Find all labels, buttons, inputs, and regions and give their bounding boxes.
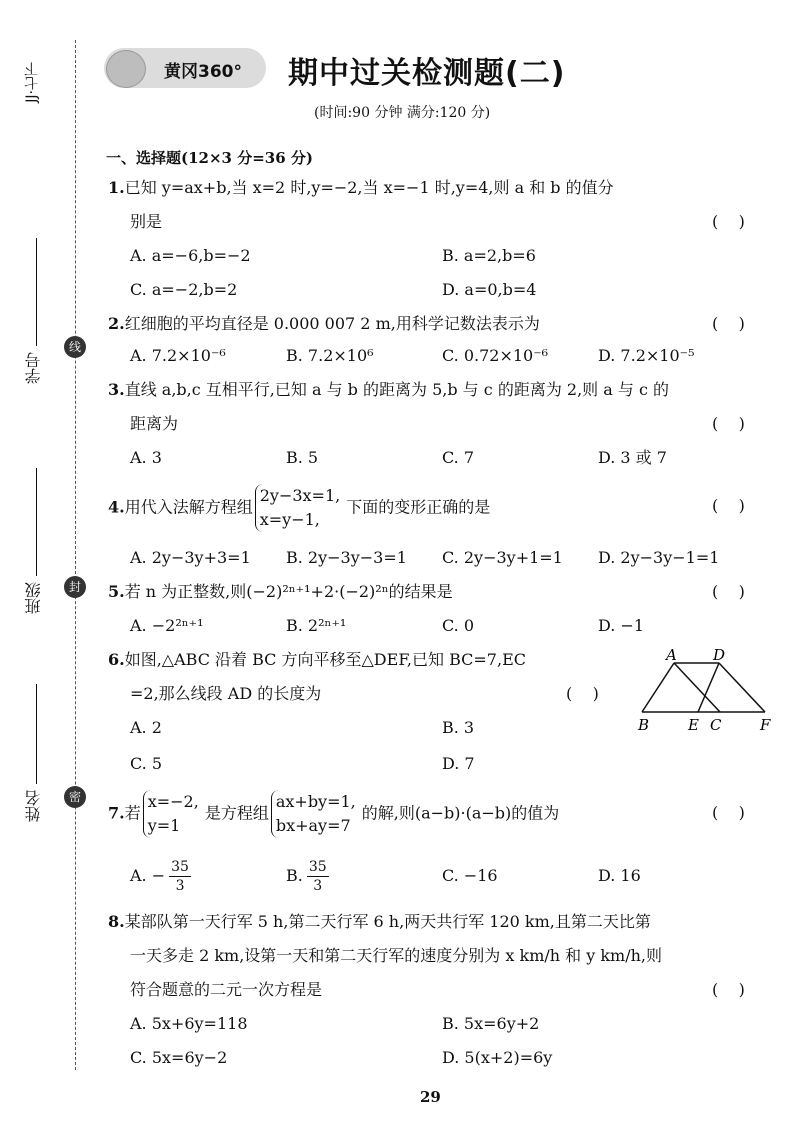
segment-de bbox=[698, 663, 719, 712]
q2-option-a: A. 7.2×10⁻⁶ bbox=[130, 346, 226, 365]
question-6: 6.如图,△ABC 沿着 BC 方向平移至△DEF,已知 BC=7,EC bbox=[108, 650, 526, 669]
brand-badge bbox=[104, 48, 266, 88]
q6-option-d: D. 7 bbox=[442, 754, 475, 773]
answer-blank-7[interactable]: ( ) bbox=[712, 803, 745, 822]
class-label: 班级 bbox=[24, 582, 43, 614]
q6-option-a: A. 2 bbox=[130, 718, 162, 737]
equation-system-q7: ax+by=1, bx+ay=7 bbox=[271, 790, 360, 838]
answer-blank-2[interactable]: ( ) bbox=[712, 314, 745, 333]
class-blank[interactable] bbox=[36, 468, 37, 576]
answer-blank-3[interactable]: ( ) bbox=[712, 414, 745, 433]
question-1-line2: 别是 bbox=[130, 212, 163, 231]
translation-figure bbox=[630, 640, 780, 740]
question-8-line3: 符合题意的二元一次方程是 bbox=[130, 980, 323, 999]
question-8: 8.某部队第一天行军 5 h,第二天行军 6 h,两天共行军 120 km,且第二天比第 bbox=[108, 912, 651, 931]
exam-info: (时间:90 分钟 满分:120 分) bbox=[314, 105, 491, 121]
label-b: B bbox=[638, 716, 650, 734]
q8-option-c: C. 5x=6y−2 bbox=[130, 1048, 228, 1067]
q6-option-c: C. 5 bbox=[130, 754, 163, 773]
q5-option-c: C. 0 bbox=[442, 616, 475, 635]
label-d: D bbox=[713, 646, 726, 664]
segment-ac bbox=[674, 663, 720, 712]
q8-option-d: D. 5(x+2)=6y bbox=[442, 1048, 553, 1067]
q3-option-b: B. 5 bbox=[286, 448, 319, 467]
seal-badge-close: 密 bbox=[64, 786, 86, 808]
question-6-line2: =2,那么线段 AD 的长度为 bbox=[130, 684, 322, 703]
student-name-blank[interactable] bbox=[36, 684, 37, 784]
answer-blank-4[interactable]: ( ) bbox=[712, 496, 745, 515]
question-5: 5.若 n 为正整数,则(−2)²ⁿ⁺¹+2·(−2)²ⁿ的结果是 bbox=[108, 582, 453, 601]
answer-blank-1[interactable]: ( ) bbox=[712, 212, 745, 231]
question-7: 7.若 x=−2, y=1 是方程组 ax+by=1, bx+ay=7 的解,则(a−b)·(a−b)的值为 bbox=[108, 790, 559, 838]
q4-option-a: A. 2y−3y+3=1 bbox=[130, 548, 251, 567]
student-id-label: 学号 bbox=[24, 352, 43, 384]
q4-option-c: C. 2y−3y+1=1 bbox=[442, 548, 563, 567]
question-1: 1.已知 y=ax+b,当 x=2 时,y=−2,当 x=−1 时,y=4,则 a 和 b 的值分 bbox=[108, 178, 614, 197]
question-3-line2: 距离为 bbox=[130, 414, 179, 433]
q7-option-a: A. − $\frac{35}{3}$ bbox=[130, 859, 189, 894]
q5-option-d: D. −1 bbox=[598, 616, 645, 635]
segment-ab bbox=[642, 663, 674, 712]
q2-option-b: B. 7.2×10⁶ bbox=[286, 346, 374, 365]
brand-logo-icon bbox=[106, 50, 146, 88]
series-code: JJ·七下 bbox=[24, 62, 40, 103]
answer-blank-5[interactable]: ( ) bbox=[712, 582, 745, 601]
q8-option-a: A. 5x+6y=118 bbox=[130, 1014, 248, 1033]
question-8-line2: 一天多走 2 km,设第一天和第二天行军的速度分别为 x km/h 和 y km/h,则 bbox=[130, 946, 663, 965]
answer-blank-8[interactable]: ( ) bbox=[712, 980, 745, 999]
q3-option-a: A. 3 bbox=[130, 448, 162, 467]
q7-option-c: C. −16 bbox=[442, 866, 498, 885]
q2-option-d: D. 7.2×10⁻⁵ bbox=[598, 346, 695, 365]
q6-option-b: B. 3 bbox=[442, 718, 475, 737]
seal-badge-seal: 封 bbox=[64, 576, 86, 598]
q2-option-c: C. 0.72×10⁻⁶ bbox=[442, 346, 549, 365]
q1-option-a: A. a=−6,b=−2 bbox=[130, 246, 251, 265]
fold-line bbox=[75, 40, 76, 1070]
question-4: 4.用代入法解方程组 2y−3x=1, x=y−1, 下面的变形正确的是 bbox=[108, 484, 490, 532]
q1-option-d: D. a=0,b=4 bbox=[442, 280, 537, 299]
q3-option-c: C. 7 bbox=[442, 448, 475, 467]
q1-option-c: C. a=−2,b=2 bbox=[130, 280, 238, 299]
label-a: A bbox=[666, 646, 677, 664]
question-3: 3.直线 a,b,c 互相平行,已知 a 与 b 的距离为 5,b 与 c 的距离为 2,则 a 与 c 的 bbox=[108, 380, 670, 399]
brand-text: 黄冈360° bbox=[164, 62, 242, 82]
label-f: F bbox=[760, 716, 771, 734]
question-2: 2.红细胞的平均直径是 0.000 007 2 m,用科学记数法表示为 bbox=[108, 314, 540, 333]
q5-option-b: B. 2²ⁿ⁺¹ bbox=[286, 616, 347, 635]
page-title: 期中过关检测题(二) bbox=[288, 56, 566, 91]
q7-option-d: D. 16 bbox=[598, 866, 641, 885]
q8-option-b: B. 5x=6y+2 bbox=[442, 1014, 540, 1033]
q4-option-b: B. 2y−3y−3=1 bbox=[286, 548, 407, 567]
label-e: E bbox=[688, 716, 699, 734]
equation-system-q4: 2y−3x=1, x=y−1, bbox=[255, 484, 345, 532]
answer-blank-6[interactable]: ( ) bbox=[566, 684, 599, 703]
q7-option-b: B. $\frac{35}{3}$ bbox=[286, 859, 327, 894]
q1-option-b: B. a=2,b=6 bbox=[442, 246, 536, 265]
segment-df bbox=[719, 663, 765, 712]
student-name-label: 姓名 bbox=[24, 790, 43, 822]
solution-system-q7: x=−2, y=1 bbox=[143, 790, 203, 838]
q5-option-a: A. −2²ⁿ⁺¹ bbox=[130, 616, 204, 635]
page-number: 29 bbox=[420, 1088, 441, 1106]
q4-option-d: D. 2y−3y−1=1 bbox=[598, 548, 720, 567]
label-c: C bbox=[710, 716, 722, 734]
student-id-blank[interactable] bbox=[36, 238, 37, 346]
section-title: 一、选择题(12×3 分=36 分) bbox=[106, 149, 313, 167]
seal-badge-line: 线 bbox=[64, 336, 86, 358]
q3-option-d: D. 3 或 7 bbox=[598, 448, 667, 467]
